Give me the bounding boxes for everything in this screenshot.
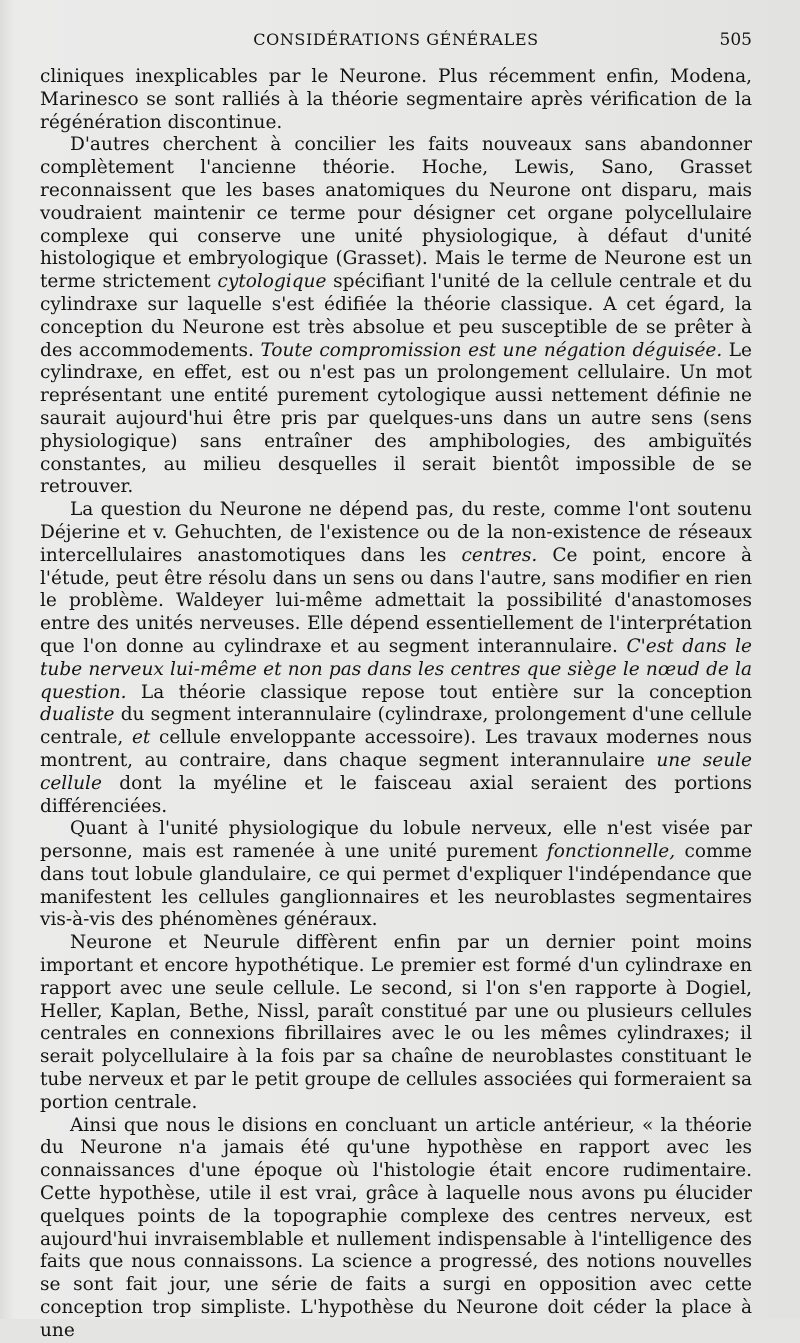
text-segment: cellule enveloppante accessoire). Les travaux modernes nous montrent, au contraire, dans chaque segment interannulaire bbox=[40, 727, 752, 771]
paragraph bbox=[40, 1115, 752, 1343]
text-segment: spécifiant l'unité de la cellule centrale et du cylindraxe sur laquelle s'est édifiée la théorie classique. A cet égard, la conception du Neurone est très absolue et peu susceptible de se prêter à des accommodements. bbox=[40, 271, 753, 361]
italic-text: dualiste bbox=[40, 704, 115, 726]
paragraph bbox=[40, 134, 752, 499]
paragraph bbox=[40, 499, 752, 818]
text-segment: du segment interannulaire (cylindraxe, prolongement d'une cellule centrale, bbox=[40, 704, 752, 749]
italic-text: et bbox=[131, 727, 151, 749]
italic-text: fonctionnelle, bbox=[546, 841, 676, 863]
italic-text: centres. bbox=[461, 544, 538, 566]
text-segment: La théorie classique repose tout entière sur la conception bbox=[126, 681, 752, 703]
text-segment: D'autres cherchent à concilier les faits nouveaux sans abandonner complètement l'ancienne théorie. Hoche, Lewis, Sano, Grasset reconnaissent que les bases anatomiques du Neurone ont disparu, mais voudraient maintenir ce terme pour désigner cet organe polycellulaire complexe qui conserve une unité physiologique, à défaut d'unité histologique et embryologique (Grasset). Mais le terme de Neurone est un terme strictement bbox=[40, 134, 752, 293]
running-head bbox=[40, 30, 752, 56]
text-segment: Ce point, encore à l'étude, peut être résolu dans un sens ou dans l'autre, sans modifier en rien le problème. Waldeyer lui-même admettait la possibilité d'anastomoses entre des unités nerveuses. Elle dépend essentiellement de l'interprétation que l'on donne au cylindraxe et au segment interannulaire. bbox=[40, 544, 752, 657]
running-title: CONSIDÉRATIONS GÉNÉRALES bbox=[253, 30, 539, 49]
paragraph bbox=[40, 818, 752, 932]
text-segment: dont la myéline et le faisceau axial seraient des portions différenciées. bbox=[40, 772, 752, 817]
page-number: 505 bbox=[719, 30, 752, 50]
text-segment: Quant à l'unité physiologique du lobule nerveux, elle n'est visée par personne, mais est ramenée à une unité purement bbox=[40, 818, 752, 863]
paragraph bbox=[40, 932, 752, 1114]
italic-text: une seule cellule bbox=[40, 749, 752, 794]
text-segment: Ainsi que nous le disions en concluant un article antérieur, « la théorie du Neurone n'a jamais été qu'une hypothèse en rapport avec les connaissances d'une époque où l'histologie était encore rudimentaire. Cette hypothèse, utile il est vrai, grâce à laquelle nous avons pu élucider quelques points de la topographie complexe des centres nerveux, est aujourd'hui invraisemblable et nullement indispensable à l'intelligence des faits que nous connaissons. La science a progressé, des notions nouvelles se sont fait jour, une série de faits a surgi en opposition avec cette conception trop simpliste. L'hypothèse du Neurone doit céder la place à une bbox=[40, 1114, 752, 1341]
italic-text: Toute compromission est une négation déguisée. bbox=[260, 339, 723, 361]
body-text bbox=[40, 66, 752, 1343]
text-segment: comme dans tout lobule glandulaire, ce qui permet d'expliquer l'indépendance que manifestent les cellules ganglionnaires et les neuroblastes segmentaires vis-à-vis des phénomènes généraux. bbox=[40, 841, 752, 931]
text-segment: Neurone et Neurule diffèrent enfin par un dernier point moins important et encore hypothétique. Le premier est formé d'un cylindraxe en rapport avec une seule cellule. Le second, si l'on s'en rapporte à Dogiel, Heller, Kaplan, Bethe, Nissl, paraît constitué par une ou plusieurs cellules centrales en connexions fibrillaires avec le ou les mêmes cylindraxes; il serait polycellulaire à la fois par sa chaîne de neuroblastes constituant le tube nerveux et par le petit groupe de cellules associées qui formeraient sa portion centrale. bbox=[40, 932, 752, 1113]
paragraph bbox=[40, 66, 752, 134]
text-segment: Le cylindraxe, en effet, est ou n'est pas un prolongement cellulaire. Un mot représentant une entité purement cytologique aussi nettement définie ne saurait aujourd'hui être pris par quelques-uns dans un autre sens (sens physiologique) sans entraîner des amphibologies, des ambiguïtés constantes, au milieu desquelles il serait bientôt impossible de se retrouver. bbox=[40, 339, 752, 498]
italic-text: cytologique bbox=[217, 271, 327, 293]
text-segment: cliniques inexplicables par le Neurone. Plus récemment enfin, Modena, Marinesco se sont ralliés à la théorie segmentaire après vérification de la régénération discontinue. bbox=[40, 66, 752, 133]
italic-text: C'est dans le tube nerveux lui-même et non pas dans les centres que siège le nœud de la question. bbox=[40, 635, 752, 703]
text-segment: La question du Neurone ne dépend pas, du reste, comme l'ont soutenu Déjerine et v. Gehuchten, de l'existence ou de la non-existence de réseaux intercellulaires anastomotiques dans les bbox=[40, 499, 752, 566]
